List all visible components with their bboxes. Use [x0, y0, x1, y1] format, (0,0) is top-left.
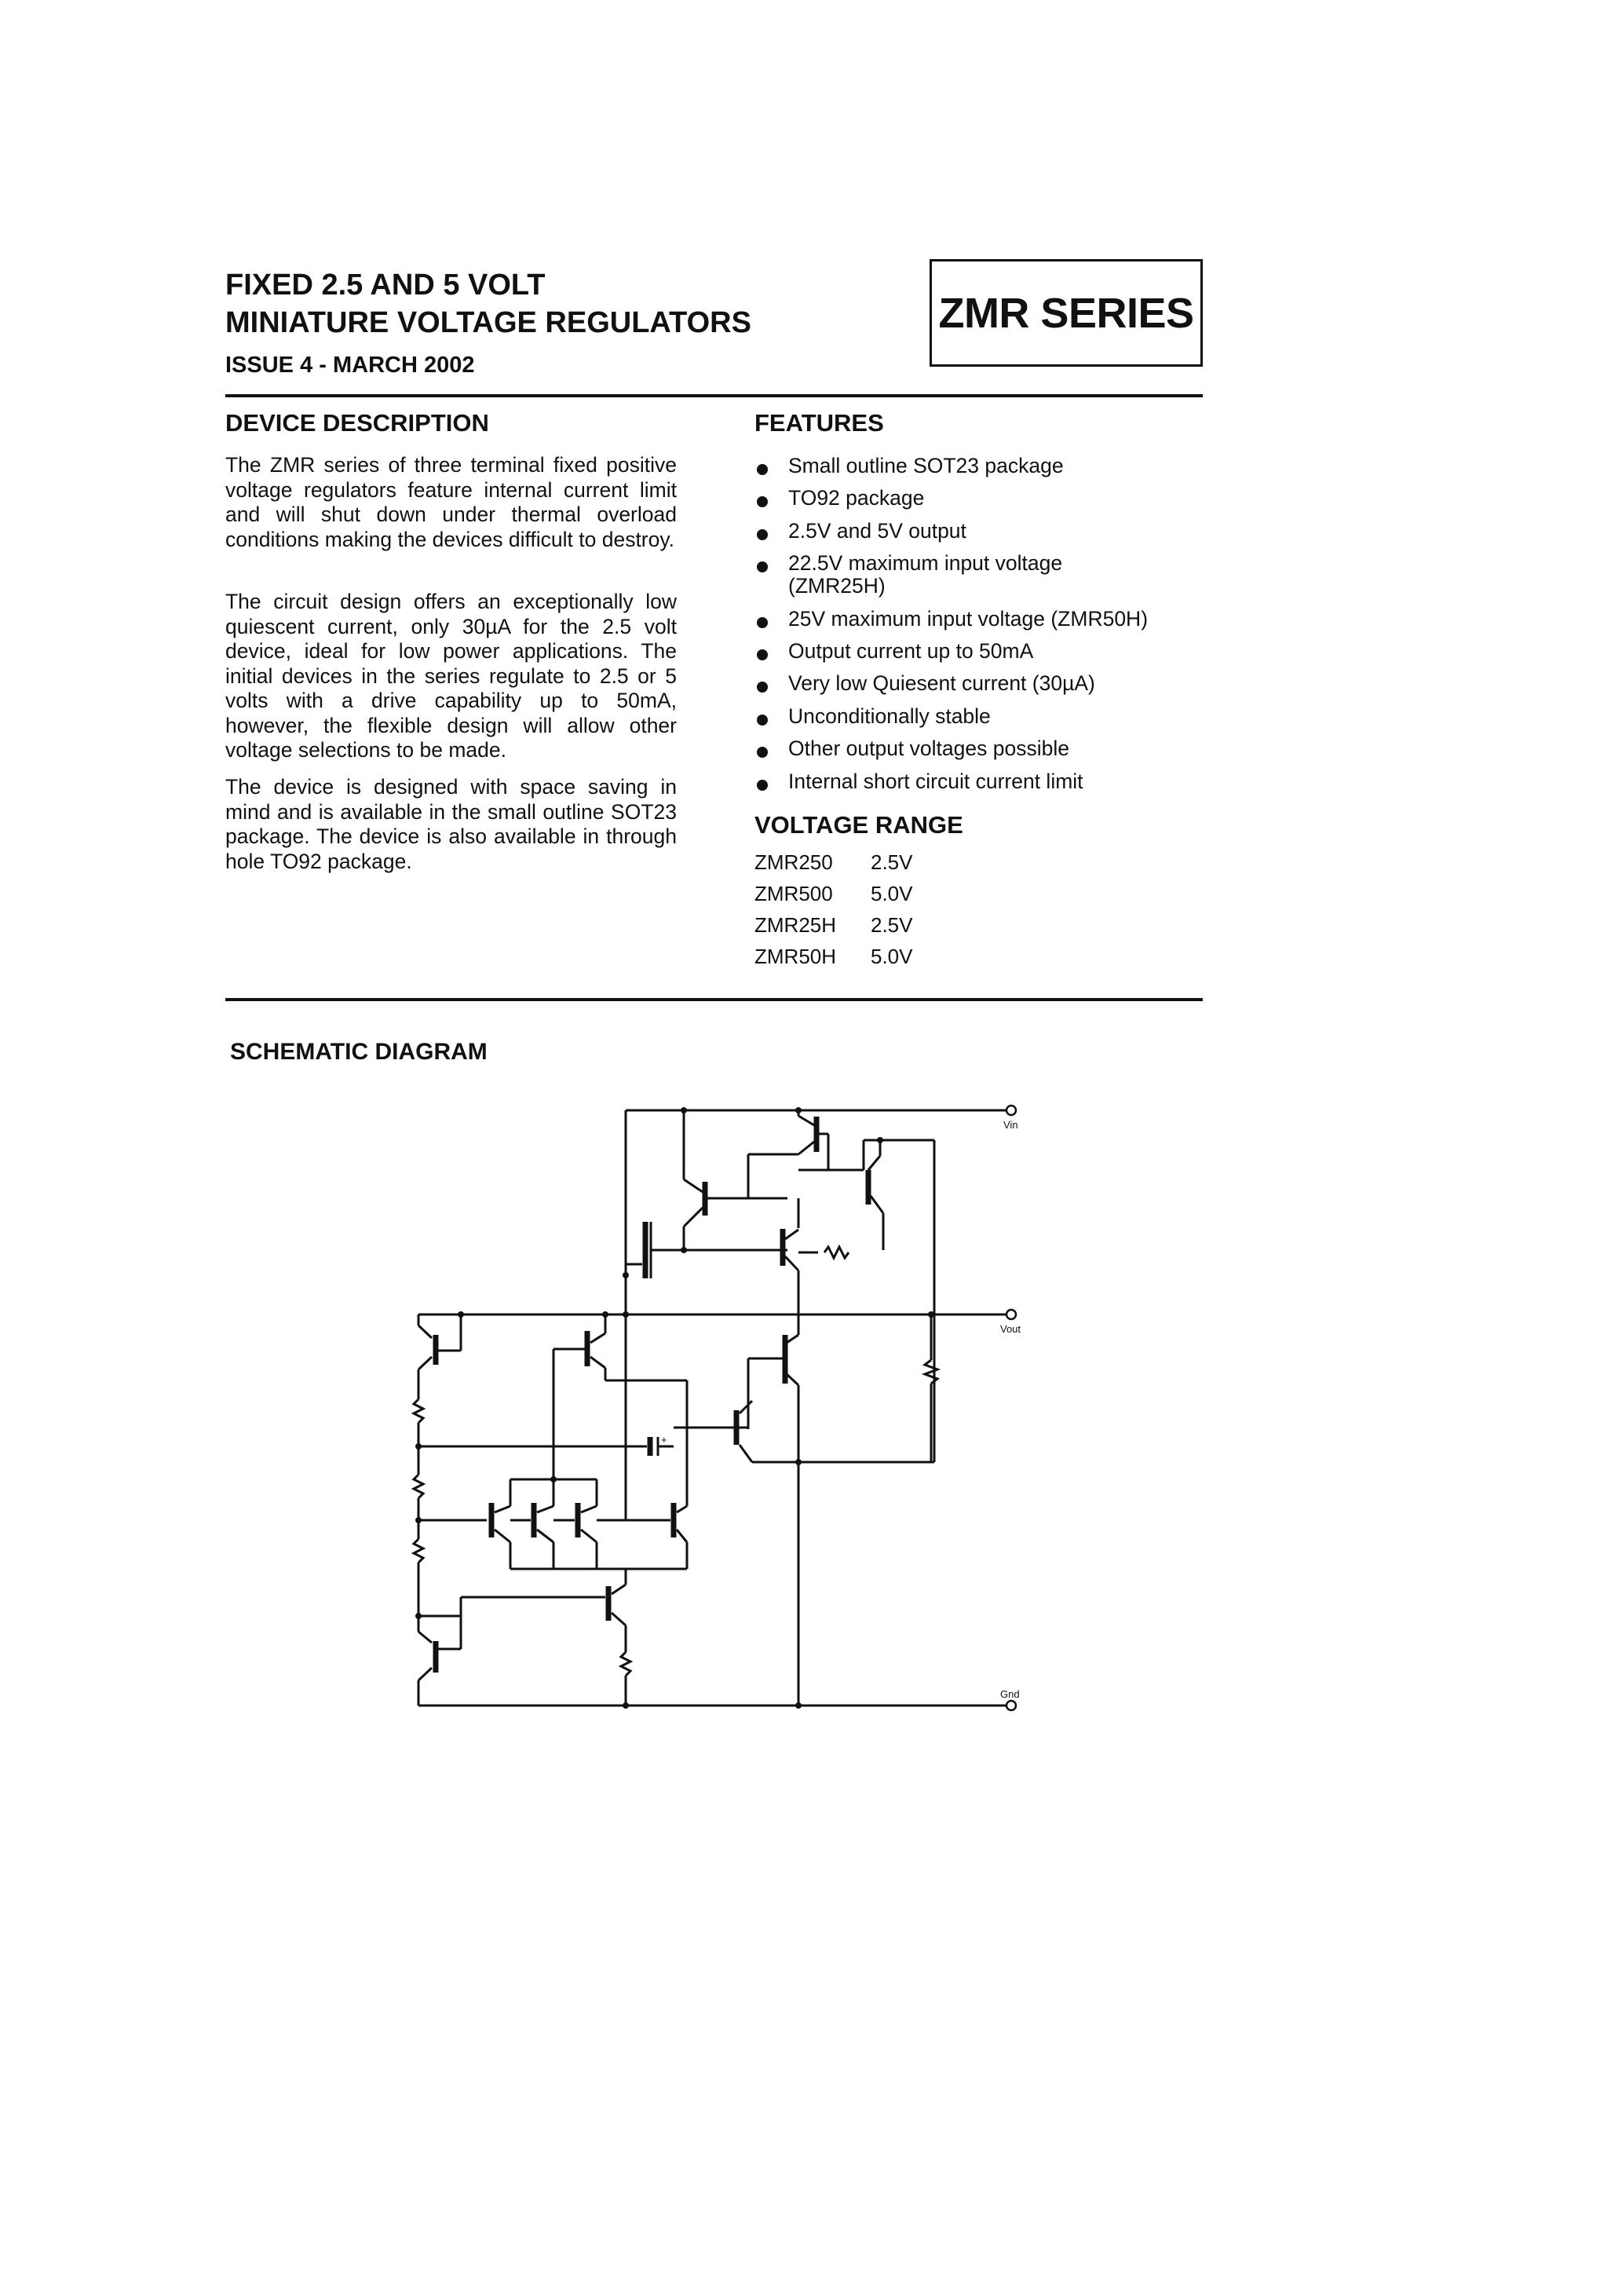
part-number: ZMR25H — [754, 913, 837, 937]
device-description-heading: DEVICE DESCRIPTION — [225, 409, 489, 437]
part-number: ZMR50H — [754, 945, 837, 968]
current-mirror — [418, 1462, 687, 1569]
feature-text: Other output voltages possible — [788, 737, 1069, 761]
document-title-line-2: MINIATURE VOLTAGE REGULATORS — [225, 306, 751, 339]
feature-text: 2.5V and 5V output — [788, 518, 966, 543]
series-badge-label: ZMR SERIES — [938, 289, 1194, 337]
gnd-label: Gnd — [1000, 1688, 1020, 1700]
description-paragraph: The device is designed with space saving in mind and is available in the small outline SOT23 package. The device is also available in through hole TO92 package. — [225, 775, 677, 873]
issue-date: ISSUE 4 - MARCH 2002 — [225, 353, 475, 378]
gnd-rail — [418, 1688, 1020, 1710]
bottom-driver — [461, 1569, 630, 1706]
output-voltage: 5.0V — [871, 945, 913, 968]
vout-label: Vout — [1000, 1323, 1021, 1335]
feature-text: 22.5V maximum input voltage (ZMR25H) — [788, 551, 1063, 598]
feature-text: Unconditionally stable — [788, 704, 991, 728]
document-title-line-1: FIXED 2.5 AND 5 VOLT — [225, 269, 546, 302]
voltage-range-heading: VOLTAGE RANGE — [754, 811, 963, 839]
schematic-diagram-heading: SCHEMATIC DIAGRAM — [230, 1039, 488, 1065]
part-number: ZMR250 — [754, 850, 833, 874]
output-stage-transistors — [623, 1110, 937, 1706]
part-number: ZMR500 — [754, 882, 833, 905]
feature-text: Small outline SOT23 package — [788, 454, 1064, 477]
output-voltage: 2.5V — [871, 913, 913, 937]
description-paragraph: The circuit design offers an exceptionally low quiescent current, only 30µA for the 2.5 volt device, ideal for low power applications. The initial devices in the series regulate to 2.5 or 5 volts with a drive capability up to 50mA, however, the flexible design will allow other voltage selections to be made. — [225, 590, 677, 762]
vin-label: Vin — [1003, 1119, 1018, 1131]
gnd-terminal — [1006, 1701, 1016, 1710]
vin-terminal — [1006, 1106, 1016, 1115]
features-heading: FEATURES — [754, 409, 884, 437]
capacitor-plus-label: + — [661, 1434, 667, 1446]
output-voltage: 5.0V — [871, 882, 913, 905]
compensation-capacitor — [418, 1434, 674, 1456]
feature-text: TO92 package — [788, 486, 925, 510]
feature-text: Output current up to 50mA — [788, 638, 1034, 663]
feature-text: Very low Quiesent current (30µA) — [788, 671, 1095, 696]
output-voltage: 2.5V — [871, 850, 913, 874]
feature-text: 25V maximum input voltage (ZMR50H) — [788, 606, 1149, 631]
vout-terminal — [1006, 1310, 1016, 1319]
error-amplifier — [553, 1314, 687, 1520]
bias-network — [414, 1314, 461, 1706]
description-paragraph: The ZMR series of three terminal fixed positive voltage regulators feature internal current limit and will shut down under thermal overload conditions making the devices difficult to destroy. — [225, 453, 677, 551]
feature-text: Internal short circuit current limit — [788, 769, 1083, 793]
